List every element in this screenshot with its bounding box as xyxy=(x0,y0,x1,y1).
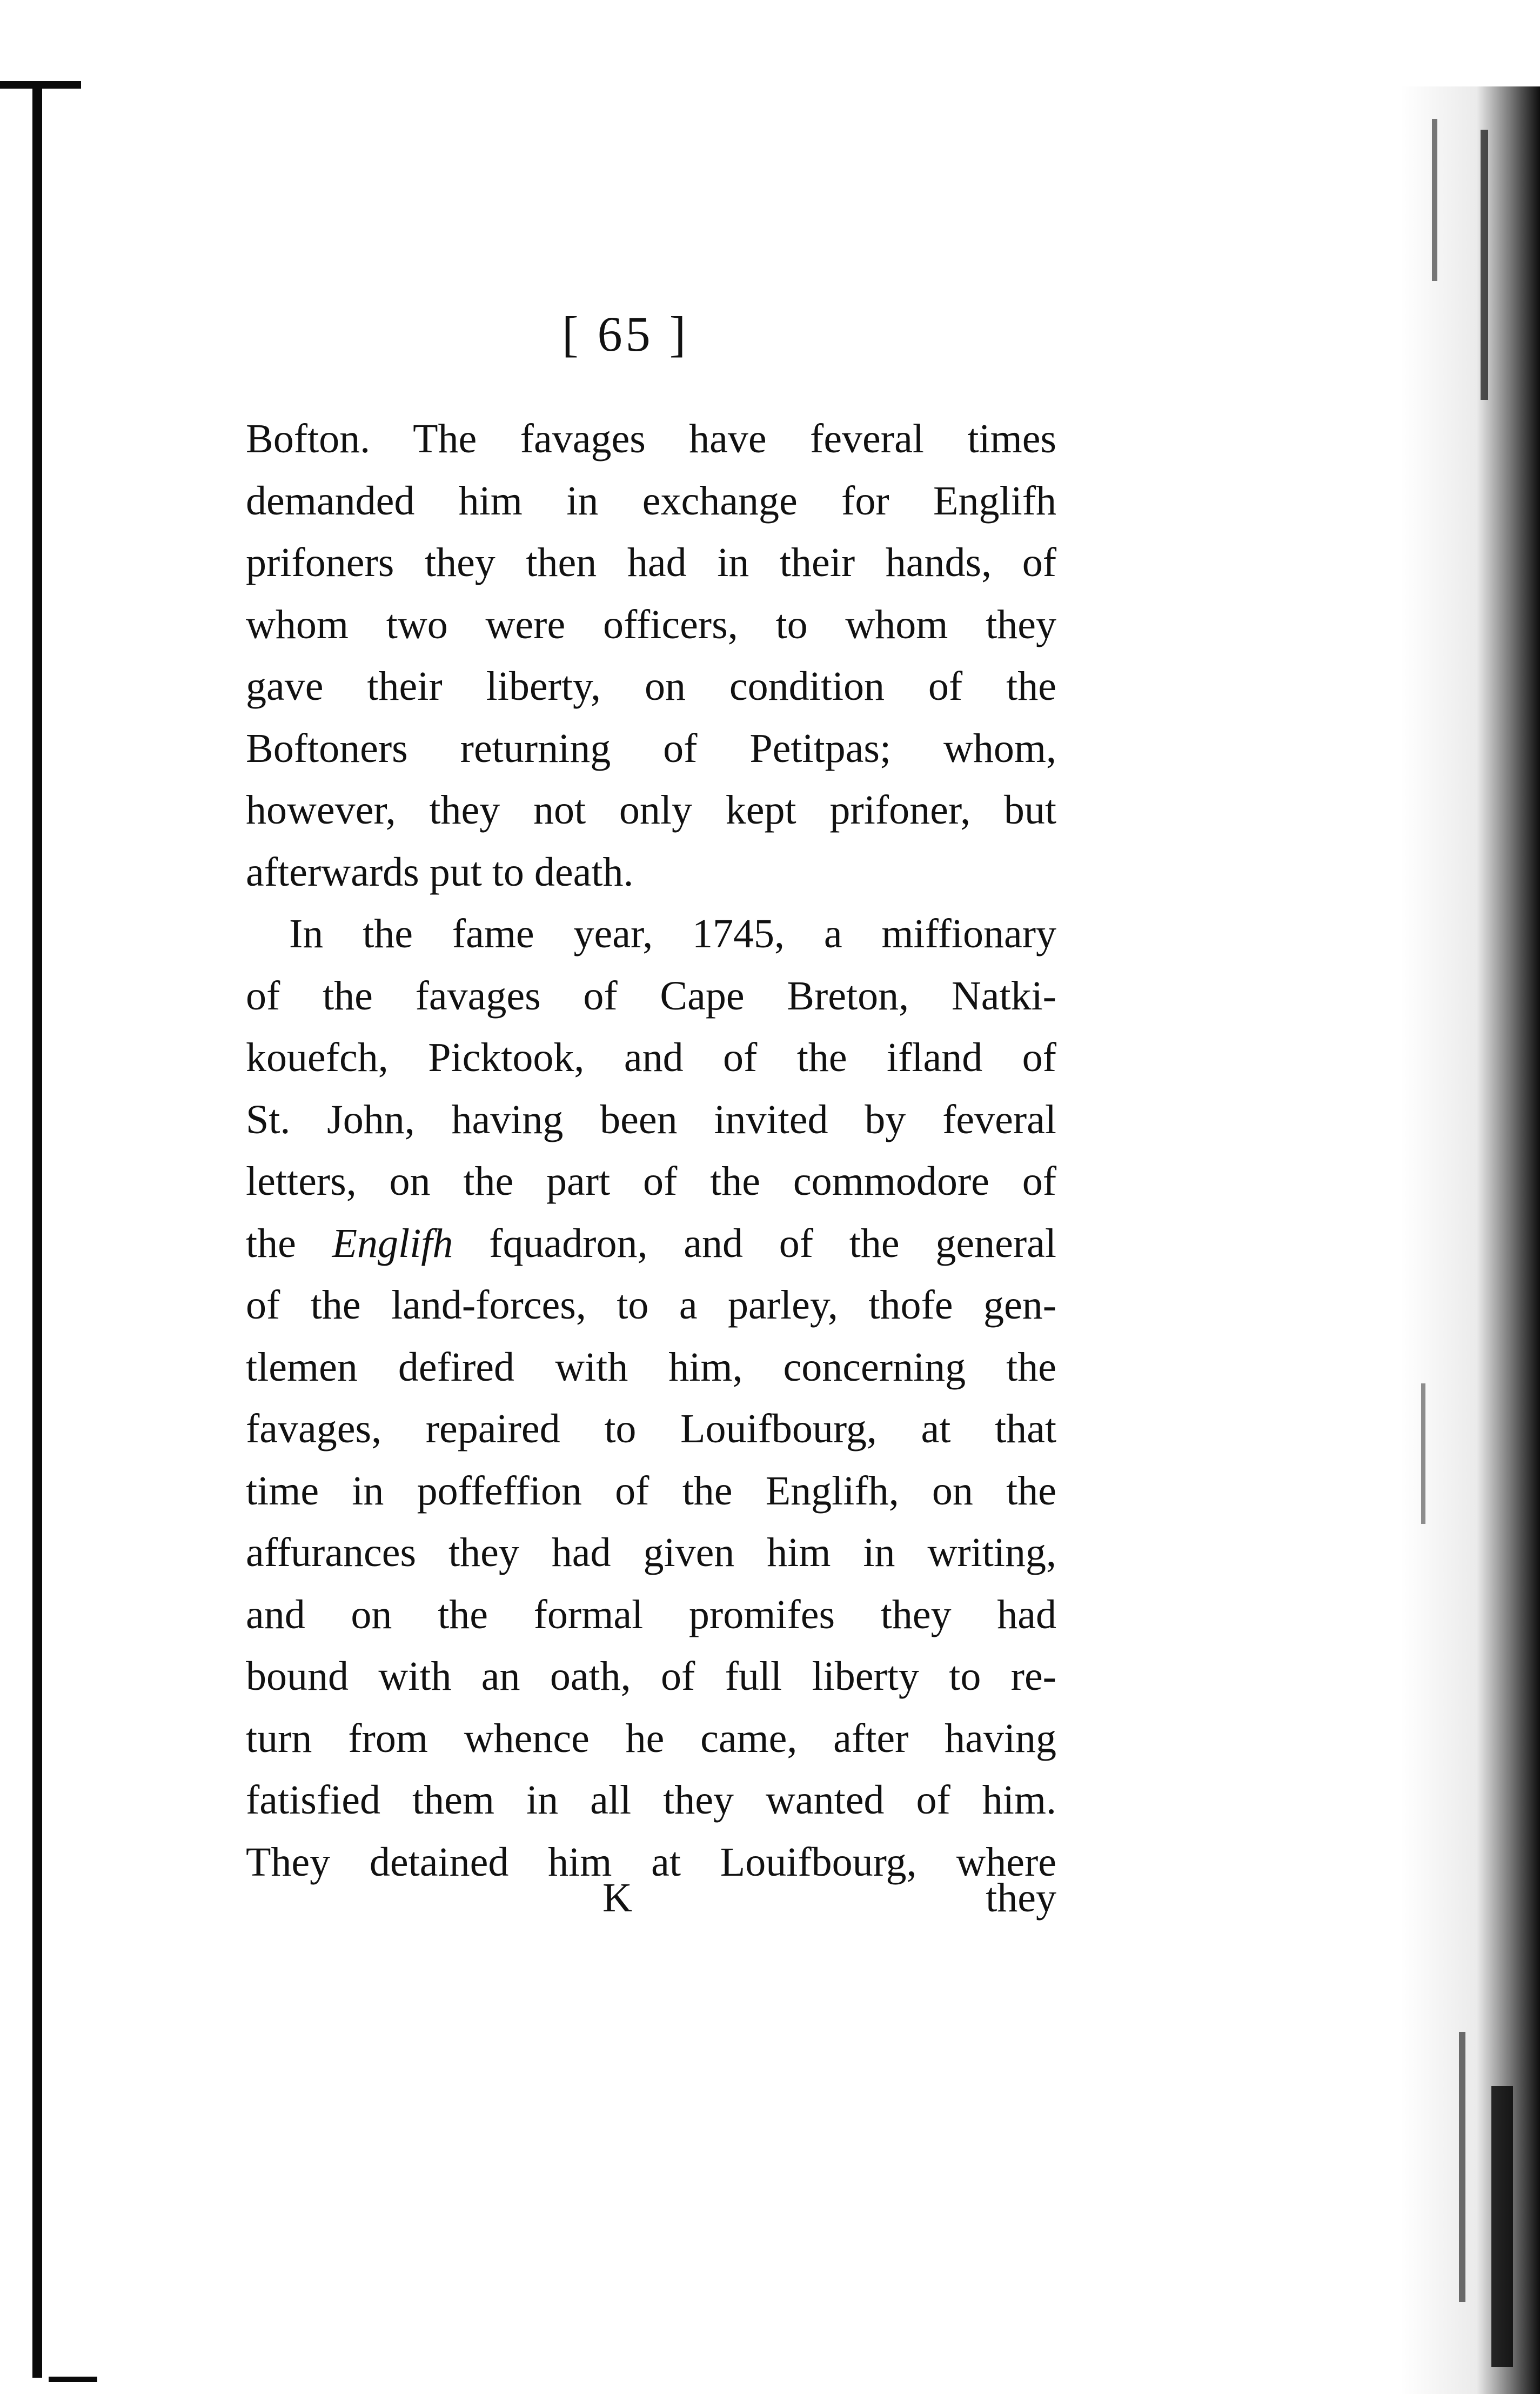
left-margin-rule-top-serif xyxy=(0,81,81,89)
text-line: tlemen defired with him, concerning the xyxy=(246,1344,1056,1390)
text-line: Boftoners returning of Petitpas; whom, xyxy=(246,725,1056,771)
text-line: demanded him in exchange for Englifh xyxy=(246,478,1056,524)
text-line: afterwards put to death. xyxy=(246,849,634,895)
text-line: of the land-forces, to a parley, thofe gen- xyxy=(246,1282,1056,1328)
text-segment: the xyxy=(246,1220,332,1266)
text-line: Bofton. The favages have feveral times xyxy=(246,416,1056,461)
left-margin-rule xyxy=(32,81,42,2378)
text-line: letters, on the part of the commodore of xyxy=(246,1159,1056,1204)
text-line: of the favages of Cape Breton, Natki- xyxy=(246,973,1056,1019)
text-line: gave their liberty, on condition of the xyxy=(246,664,1056,709)
text-line: kouefch, Picktook, and of the ifland of xyxy=(246,1035,1056,1080)
text-line: favages, repaired to Louifbourg, at that xyxy=(246,1406,1056,1451)
text-line: turn from whence he came, after having xyxy=(246,1715,1056,1761)
text-line: however, they not only kept prifoner, but xyxy=(246,787,1056,833)
text-segment: fquadron, and of the general xyxy=(453,1220,1056,1266)
text-line: prifoners they then had in their hands, of xyxy=(246,540,1056,585)
text-line: time in poffeffion of the Englifh, on the xyxy=(246,1468,1056,1514)
text-line: In the fame year, 1745, a miffionary xyxy=(289,911,1056,956)
catchword: they xyxy=(986,1875,1056,1921)
text-line: whom two were officers, to whom they xyxy=(246,601,1056,647)
body-text xyxy=(246,408,1056,1893)
signature-mark: K xyxy=(602,1875,632,1921)
text-line: bound with an oath, of full liberty to re- xyxy=(246,1654,1056,1699)
text-line: They detained him at Louifbourg, where xyxy=(246,1839,1056,1885)
scan-shadow-right-edge xyxy=(1400,86,1540,2394)
text-line-with-italic xyxy=(246,1213,1056,1275)
text-line: fatisfied them in all they wanted of him. xyxy=(246,1777,1056,1823)
page-number: [ 65 ] xyxy=(562,306,689,362)
left-margin-rule-bottom-serif xyxy=(49,2377,97,2382)
italic-word: Englifh xyxy=(332,1220,453,1266)
text-line: and on the formal promifes they had xyxy=(246,1591,1056,1637)
text-line: affurances they had given him in writing, xyxy=(246,1530,1056,1575)
text-line: St. John, having been invited by feveral xyxy=(246,1096,1056,1142)
